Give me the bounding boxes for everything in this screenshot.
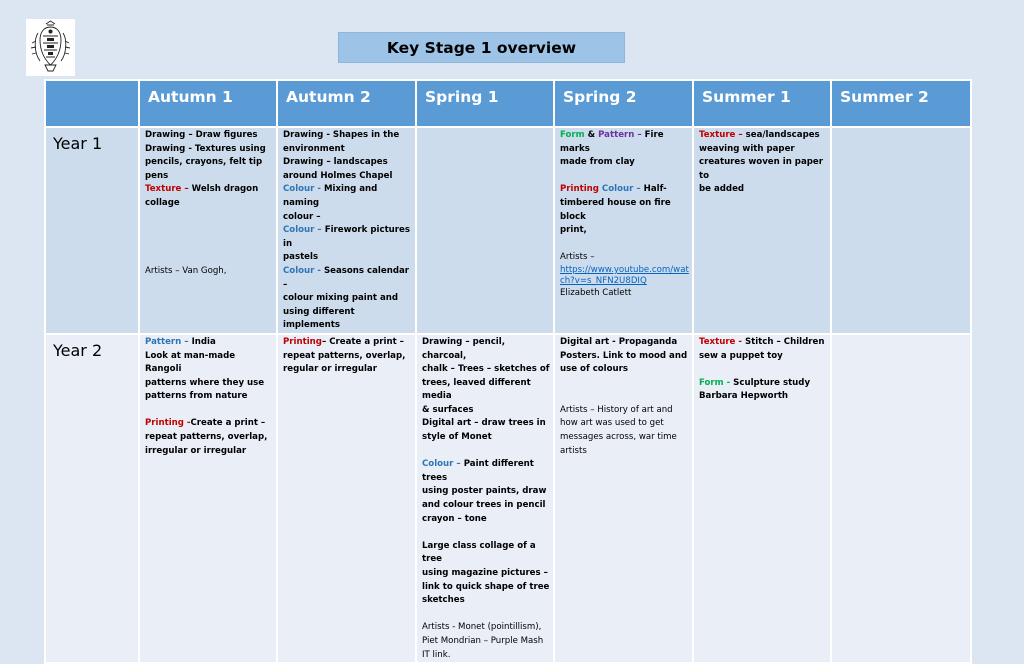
cell-line: around Holmes Chapel	[283, 170, 393, 181]
page-title-box	[338, 32, 625, 63]
header-spring-2: Spring 2	[554, 80, 693, 127]
cell-line: using magazine pictures –	[422, 568, 548, 578]
cell-year2-autumn1	[139, 334, 277, 663]
cell-line	[145, 417, 273, 431]
header-autumn-2: Autumn 2	[277, 80, 416, 127]
school-crest-logo	[26, 19, 75, 76]
subject-printing: Printing	[560, 184, 599, 195]
subject-texture: Texture –	[699, 130, 746, 140]
artists-line: Artists - Monet (pointillism),	[422, 622, 542, 633]
cell-line: print,	[560, 225, 587, 236]
cell-text: Firework pictures in	[283, 225, 410, 249]
subject-texture: Texture –	[145, 184, 192, 195]
page-title: Key Stage 1 overview	[386, 38, 577, 57]
cell-line: Look at man-made Rangoli	[145, 350, 236, 375]
artists-line: Artists – Van Gogh,	[145, 265, 227, 276]
youtube-link[interactable]: https://www.youtube.com/watch?v=s_NFN2U8DIQ	[560, 264, 689, 286]
cell-text: Fire marks	[560, 130, 664, 154]
cell-line: irregular or irregular	[145, 445, 247, 456]
cell-year2-spring2	[554, 334, 693, 663]
cell-line: link to quick shape of tree	[422, 581, 550, 592]
cell-line: Drawing – Draw figures	[145, 130, 258, 140]
cell-line	[283, 336, 412, 350]
cell-year2-spring1	[416, 334, 554, 663]
cell-line: patterns from nature	[145, 391, 248, 402]
cell-line: and colour trees in pencil	[422, 500, 546, 511]
subject-printing: Printing -	[145, 418, 191, 429]
subject-colour: Colour –	[598, 184, 644, 195]
cell-line: patterns where they use	[145, 377, 265, 388]
table-row-year-1	[45, 127, 971, 334]
cell-text: Create a print –	[190, 418, 266, 429]
cell-year1-spring1	[416, 127, 554, 334]
cell-text: Welsh dragon	[191, 184, 259, 195]
cell-year2-summer1	[693, 334, 831, 663]
cell-line: colour mixing paint and	[283, 293, 399, 304]
school-crest-icon	[26, 19, 75, 76]
cell-line: using poster paints, draw	[422, 486, 547, 497]
cell-text: Sculpture study	[733, 377, 811, 388]
cell-line: repeat patterns, overlap,	[145, 432, 268, 443]
cell-year1-autumn1	[139, 127, 277, 334]
cell-line: sketches	[422, 595, 465, 606]
cell-line	[699, 129, 827, 143]
overview-table	[44, 79, 972, 664]
header-spring-1: Spring 1	[416, 80, 554, 127]
cell-line	[283, 265, 412, 292]
cell-year1-autumn2	[277, 127, 416, 334]
cell-line: regular or irregular	[283, 364, 377, 375]
cell-text: Stitch – Children	[744, 336, 825, 347]
cell-line: repeat patterns, overlap,	[283, 350, 406, 361]
cell-line: trees, leaved different media	[422, 377, 531, 402]
cell-line: Drawing – pencil, charcoal,	[422, 336, 505, 361]
subject-printing: Printing	[283, 336, 322, 347]
cell-line: collage	[145, 197, 180, 208]
cell-line	[699, 377, 827, 391]
header-corner	[45, 80, 139, 127]
cell-line	[699, 336, 827, 350]
subject-colour: Colour -	[283, 184, 324, 195]
row-label-year-1: Year 1	[45, 127, 139, 334]
subject-colour: Colour -	[283, 265, 324, 276]
cell-line: style of Monet	[422, 432, 492, 443]
cell-line: using different implements	[283, 306, 355, 331]
cell-text: Mixing and naming	[283, 184, 378, 208]
cell-text: India	[191, 336, 216, 347]
cell-line	[283, 224, 412, 251]
cell-line	[422, 458, 550, 485]
cell-line: timbered house on fire block	[560, 197, 671, 222]
cell-year1-summer1	[693, 127, 831, 334]
cell-line: Drawing - Shapes in the	[283, 130, 400, 140]
subject-pattern: Pattern –	[598, 130, 645, 140]
cell-line: Large class collage of a tree	[422, 540, 536, 565]
artists-line: Artists – History of art and	[560, 404, 673, 415]
header-autumn-1: Autumn 1	[139, 80, 277, 127]
artists-line: artists	[560, 445, 587, 456]
cell-line: Barbara Hepworth	[699, 391, 789, 402]
subject-texture: Texture -	[699, 336, 745, 347]
cell-line: weaving with paper	[699, 143, 795, 154]
cell-line: Digital art - Propaganda	[560, 336, 678, 347]
subject-colour: Colour –	[422, 459, 464, 470]
header-summer-1: Summer 1	[693, 80, 831, 127]
cell-line: colour –	[283, 211, 321, 222]
subject-colour: Colour –	[283, 225, 325, 236]
cell-line	[145, 183, 273, 197]
artists-line: Artists –	[560, 252, 595, 263]
header-summer-2: Summer 2	[831, 80, 971, 127]
cell-line	[560, 129, 689, 156]
cell-year1-spring2	[554, 127, 693, 334]
artist-name: Elizabeth Catlett	[560, 287, 632, 298]
cell-line: creatures woven in paper to	[699, 157, 823, 181]
artists-line: how art was used to get	[560, 418, 664, 429]
cell-text: Half-	[643, 184, 667, 195]
cell-line	[145, 336, 273, 350]
cell-line: be added	[699, 184, 745, 195]
artists-line: messages across, war time	[560, 432, 677, 443]
cell-text: Paint different trees	[422, 459, 534, 483]
cell-line: pastels	[283, 252, 319, 263]
cell-line: Digital art – draw trees in	[422, 418, 546, 429]
cell-line: environment	[283, 143, 345, 154]
cell-line: crayon – tone	[422, 513, 487, 524]
cell-line	[560, 183, 689, 197]
cell-line: & surfaces	[422, 404, 474, 415]
cell-text: sea/landscapes	[745, 130, 820, 140]
cell-line: Drawing – landscapes	[283, 157, 388, 168]
artists-line: IT link.	[422, 649, 451, 660]
cell-line: Drawing - Textures using	[145, 143, 266, 154]
cell-line	[283, 183, 412, 210]
subject-pattern: Pattern –	[145, 336, 192, 347]
subject-form: Form	[560, 130, 585, 140]
cell-line: Posters. Link to mood and	[560, 350, 688, 361]
table-row-year-2	[45, 334, 971, 663]
header-row	[45, 80, 971, 127]
cell-line: chalk – Trees – sketches of	[422, 364, 550, 375]
cell-line: pencils, crayons, felt tip pens	[145, 157, 263, 181]
cell-text: Seasons calendar –	[283, 265, 410, 290]
cell-line: sew a puppet toy	[699, 350, 783, 361]
cell-text: – Create a print –	[321, 336, 404, 347]
artists-line: Piet Mondrian – Purple Mash	[422, 635, 544, 646]
cell-year2-summer2	[831, 334, 971, 663]
cell-year1-summer2	[831, 127, 971, 334]
cell-line: made from clay	[560, 157, 635, 168]
subject-form: Form -	[699, 377, 734, 388]
row-label-year-2: Year 2	[45, 334, 139, 663]
cell-line: use of colours	[560, 364, 629, 375]
cell-text: &	[584, 130, 599, 140]
cell-year2-autumn2	[277, 334, 416, 663]
